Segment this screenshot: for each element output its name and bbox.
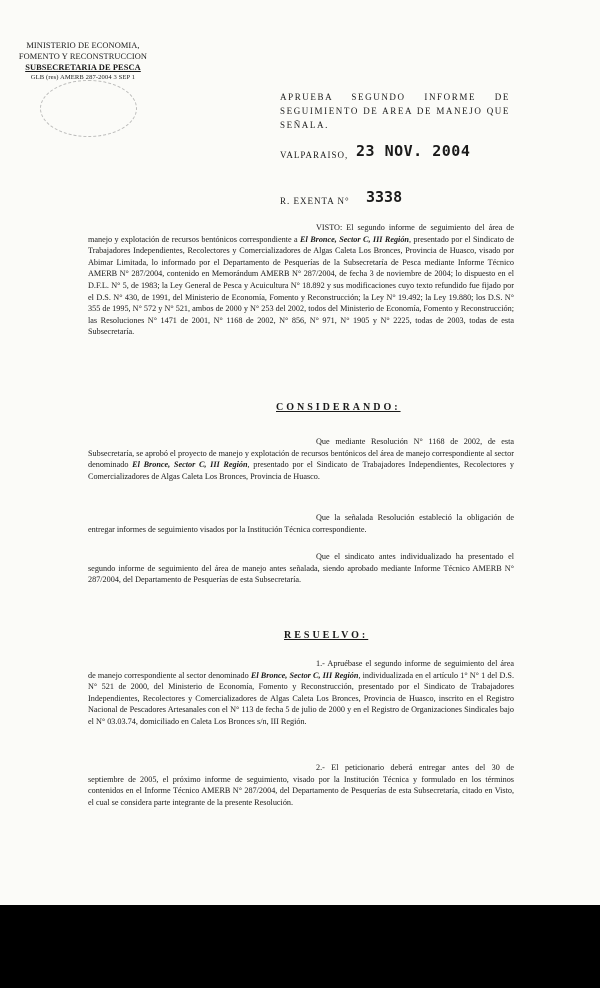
- considerando-sector: El Bronce, Sector C, III Región: [132, 460, 248, 470]
- visto-sector: El Bronce, Sector C, III Región: [300, 234, 409, 244]
- resuelvo-paragraph-1: 1.- Apruébase el segundo informe de seguimiento del área de manejo correspondiente al sector denominado El Bronce, Sector C, III Región, individualizada en el artículo 1° N° 1 del D.S. N° 521 de 2000, del Ministerio de Economía, Fomento y Reconstrucción, presentado por el Sindicato de Trabajadores Independientes, Recolectores y Comercializadores de Algas Caleta Los Bronces, Provincia de Huasco, inscrito en el Registro Nacional de Pescadores Artesanales con el N° 113 de fecha 5 de julio de 2000 y en el Registro de Organizaciones Sindicales bajo el N° 03.03.74, domiciliado en Caleta Los Bronces s/n, III Región.: [88, 659, 515, 726]
- reference-code: GLB (res) AMERB 287-2004 3 SEP 1: [30, 74, 136, 81]
- exenta-number: 3338: [366, 188, 403, 206]
- resuelvo-sector: El Bronce, Sector C, III Región: [250, 670, 359, 680]
- seal-stamp-icon: [40, 80, 137, 137]
- date-stamp: 23 NOV. 2004: [356, 142, 471, 160]
- ministry-line-3: SUBSECRETARIA DE PESCA: [25, 63, 141, 72]
- ministry-header: [8, 40, 158, 82]
- considerando-paragraph-3: Que el sindicato antes individualizado ha presentado el segundo informe de seguimiento del área de manejo antes señalada, siendo aprobado mediante Informe Técnico AMERB N° 287/2004, del Departamento de Pesquerías de esta Subsecretaría.: [88, 552, 514, 585]
- place-label: VALPARAISO,: [280, 150, 349, 160]
- document-title: APRUEBA SEGUNDO INFORME DE SEGUIMIENTO DE AREA DE MANEJO QUE SEÑALA.: [280, 92, 510, 130]
- considerando-paragraph-1: Que mediante Resolución N° 1168 de 2002, de esta Subsecretaría, se aprobó el proyecto de manejo y explotación de recursos bentónicos del área de manejo correspondiente al sector denominado El Bronce, Sector C, III Región, presentado por el Sindicato de Trabajadores Independientes, Recolectores y Comercializadores de Algas Caleta Los Bronces, Provincia de Huasco.: [88, 437, 514, 481]
- exenta-label: R. EXENTA N°: [280, 196, 350, 206]
- resuelvo-title: RESUELVO:: [284, 630, 369, 641]
- ministry-line-2: FOMENTO Y RECONSTRUCCION: [18, 52, 148, 61]
- considerando-title: CONSIDERANDO:: [276, 402, 401, 413]
- visto-paragraph: VISTO: El segundo informe de seguimiento del área de manejo y explotación de recursos bentónicos correspondiente a El Bronce, Sector C, III Región, presentado por el Sindicato de Trabajadores Independientes, Recolectores y Comercializadores de Algas Caleta Los Bronces, Provincia de Huasco, visado por Abimar Limitada, lo informado por el Departamento de Pesquerías de la Subsecretaría de Pesca mediante Informe Técnico AMERB N° 287/2004, contenido en Memorándum AMERB N° 287/2004, de fecha 3 de noviembre de 2004; lo dispuesto en el D.F.L. N° 5, de 1983; la Ley General de Pesca y Acuicultura N° 18.892 y sus modificaciones cuyo texto refundido fue fijado por el D.S. N° 430, de 1991, del Ministerio de Economía, Fomento y Reconstrucción; la Ley N° 19.492; la Ley 19.880; los D.S. N° 355 de 1995, N° 572 y N° 521, ambos de 2000 y N° 253 del 2002, todos del Ministerio de Economía, Fomento y Reconstrucción; las Resoluciones N° 1471 de 2001, N° 1168 de 2002, N° 856, N° 971, N° 1905 y N° 2225, todas de 2003, todas de esta Subsecretaría.: [88, 223, 515, 337]
- scan-bottom-band: [0, 905, 600, 988]
- considerando-paragraph-2: Que la señalada Resolución estableció la obligación de entregar informes de seguimiento visados por la Institución Técnica correspondiente.: [88, 513, 514, 534]
- ministry-line-1: MINISTERIO DE ECONOMIA,: [26, 41, 140, 50]
- resuelvo-paragraph-2: 2.- El peticionario deberá entregar antes del 30 de septiembre de 2005, el próximo informe de seguimiento, visado por la Institución Técnica y formulado en los términos contenidos en el Informe Técnico AMERB N° 287/2004, del Departamento de Pesquerías de esta Subsecretaría, citado en Visto, el cual se considera parte integrante de la presente Resolución.: [88, 763, 514, 807]
